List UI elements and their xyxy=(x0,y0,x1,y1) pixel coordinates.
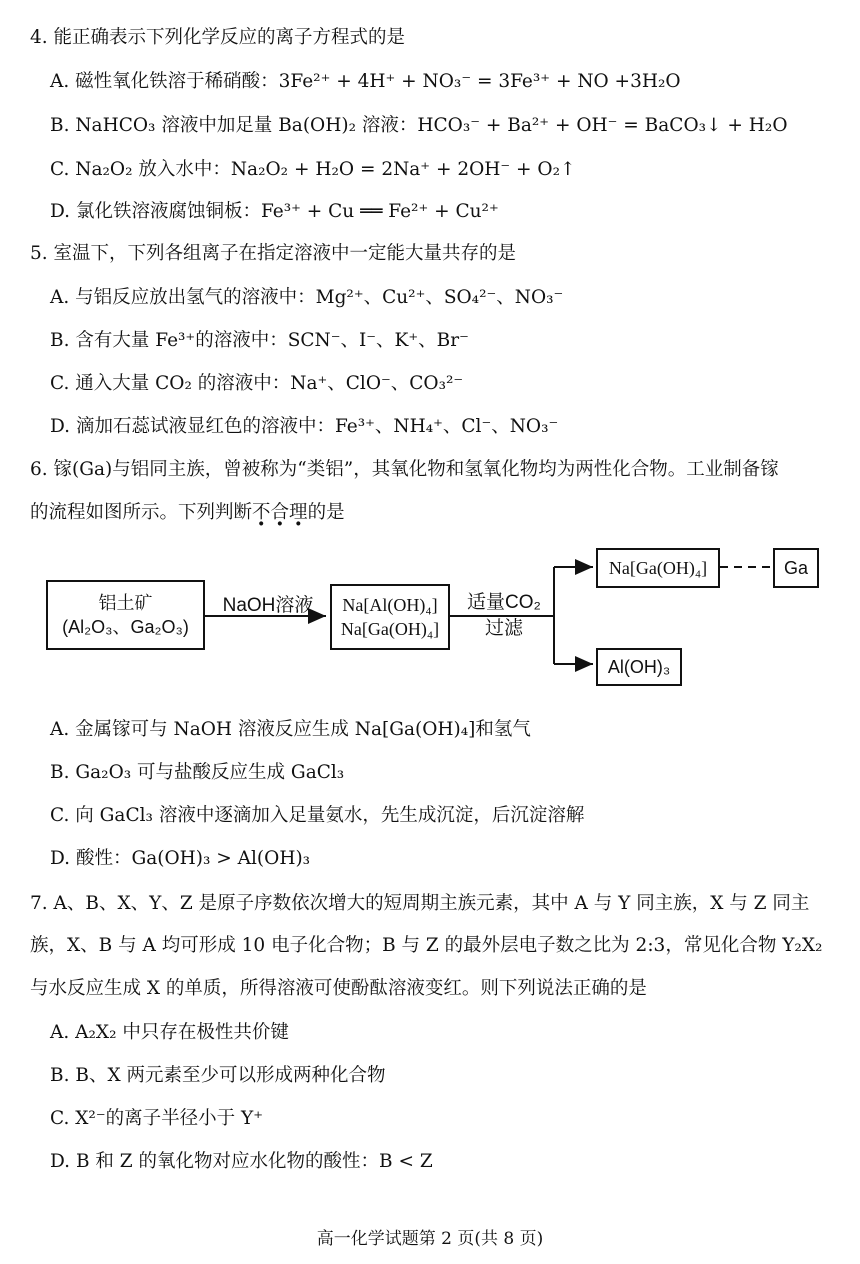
q6-option-c xyxy=(50,803,584,829)
co2-label-line2: 过滤 xyxy=(484,618,523,639)
q7-option-a xyxy=(50,1020,289,1046)
q4-option-c xyxy=(50,157,576,183)
option-text: B 和 Z 的氧化物对应水化物的酸性：B < Z xyxy=(75,1151,433,1172)
emphasis-char: 理 xyxy=(289,502,308,523)
bauxite-box xyxy=(46,580,205,650)
option-label: D. xyxy=(50,1151,76,1172)
aluminate-box xyxy=(330,584,450,650)
aluminum-hydroxide-box: Al(OH)₃ xyxy=(596,648,682,686)
option-text: B、X 两元素至少可以形成两种化合物 xyxy=(75,1065,386,1086)
gallium-process-flowchart xyxy=(36,540,820,690)
q5-option-d xyxy=(50,414,558,440)
gallium-box: Ga xyxy=(773,548,819,588)
option-label: D. xyxy=(50,201,76,222)
emphasis-char: 合 xyxy=(270,502,290,523)
page-footer: 高一化学试题第 2 页(共 8 页) xyxy=(316,1229,544,1249)
option-text: X²⁻的离子半径小于 Y⁺ xyxy=(75,1108,263,1129)
option-label: C. xyxy=(50,1108,76,1129)
q7-stem-line2: 族，X、B 与 A 均可形成 10 电子化合物；B 与 Z 的最外层电子数之比为 2:3，常见化合物 Y₂X₂ xyxy=(30,935,823,956)
option-label: C. xyxy=(50,159,76,180)
co2-label xyxy=(454,590,554,642)
option-text: Na₂O₂ 放入水中：Na₂O₂ + H₂O = 2Na⁺ + 2OH⁻ + O₂↑ xyxy=(75,159,576,180)
q6-option-a xyxy=(50,717,531,743)
q5-option-c xyxy=(50,371,463,397)
q6-option-b xyxy=(50,760,344,786)
q7-option-b xyxy=(50,1063,386,1089)
option-label: A. xyxy=(50,71,76,92)
option-label: A. xyxy=(50,287,76,308)
gallate-box: Na[Ga(OH)₄] xyxy=(596,548,720,588)
q6-stem-line1: 6. 镓(Ga)与铝同主族，曾被称为“类铝”，其氧化物和氢氧化物均为两性化合物。工业制备镓 xyxy=(30,459,779,480)
q4-option-a xyxy=(50,69,681,95)
bauxite-label: 铝土矿 xyxy=(98,593,153,613)
option-text: Ga₂O₃ 可与盐酸反应生成 GaCl₃ xyxy=(75,762,345,783)
option-label: C. xyxy=(50,805,76,826)
option-label: C. xyxy=(50,373,76,394)
option-label: D. xyxy=(50,848,76,869)
option-label: A. xyxy=(50,1022,76,1043)
q5-stem: 5. 室温下，下列各组离子在指定溶液中一定能大量共存的是 xyxy=(30,243,517,264)
q7-option-d xyxy=(50,1149,433,1175)
option-label: B. xyxy=(50,330,76,351)
option-text: 含有大量 Fe³⁺的溶液中：SCN⁻、I⁻、K⁺、Br⁻ xyxy=(75,330,469,351)
option-text: 通入大量 CO₂ 的溶液中：Na⁺、ClO⁻、CO₃²⁻ xyxy=(75,373,464,394)
option-text: A₂X₂ 中只存在极性共价键 xyxy=(75,1022,289,1043)
option-label: B. xyxy=(50,1065,76,1086)
stem-text: 的是 xyxy=(307,502,345,523)
option-label: A. xyxy=(50,719,76,740)
emphasis-char: 不 xyxy=(252,502,271,523)
aluminate-line1: Na[Al(OH)₄] xyxy=(342,595,438,615)
q4-stem: 4. 能正确表示下列化学反应的离子方程式的是 xyxy=(30,27,406,48)
q6-stem-line2 xyxy=(30,500,345,526)
option-label: B. xyxy=(50,115,76,136)
q6-option-d xyxy=(50,846,310,872)
option-text: 滴加石蕊试液显红色的溶液中：Fe³⁺、NH₄⁺、Cl⁻、NO₃⁻ xyxy=(75,416,559,437)
option-label: B. xyxy=(50,762,76,783)
q5-option-b xyxy=(50,328,469,354)
option-text: 金属镓可与 NaOH 溶液反应生成 Na[Ga(OH)₄]和氢气 xyxy=(75,719,531,740)
q7-stem-line1: 7. A、B、X、Y、Z 是原子序数依次增大的短周期主族元素，其中 A 与 Y 同主族，X 与 Z 同主 xyxy=(30,893,810,914)
co2-label-line1: 适量CO₂ xyxy=(467,592,541,613)
q7-stem-line3: 与水反应生成 X 的单质，所得溶液可使酚酞溶液变红。则下列说法正确的是 xyxy=(30,978,647,999)
q4-option-b xyxy=(50,113,788,139)
option-text: 氯化铁溶液腐蚀铜板：Fe³⁺ + Cu ══ Fe²⁺ + Cu²⁺ xyxy=(75,201,499,222)
option-text: 磁性氧化铁溶于稀硝酸：3Fe²⁺ + 4H⁺ + NO₃⁻ = 3Fe³⁺ + NO +3H₂O xyxy=(75,71,681,92)
bauxite-composition: (Al₂O₃、Ga₂O₃) xyxy=(62,617,189,637)
aluminate-line2: Na[Ga(OH)₄] xyxy=(340,619,440,639)
naoh-label: NaOH溶液 xyxy=(222,595,314,616)
option-text: 酸性：Ga(OH)₃ > Al(OH)₃ xyxy=(75,848,311,869)
stem-text: 的流程如图所示。下列判断 xyxy=(30,502,253,523)
option-text: 与铝反应放出氢气的溶液中：Mg²⁺、Cu²⁺、SO₄²⁻、NO₃⁻ xyxy=(75,287,564,308)
option-label: D. xyxy=(50,416,76,437)
option-text: NaHCO₃ 溶液中加足量 Ba(OH)₂ 溶液：HCO₃⁻ + Ba²⁺ + OH⁻ = BaCO₃↓ + H₂O xyxy=(75,115,788,136)
q5-option-a xyxy=(50,285,563,311)
q7-option-c xyxy=(50,1106,263,1132)
option-text: 向 GaCl₃ 溶液中逐滴加入足量氨水，先生成沉淀，后沉淀溶解 xyxy=(75,805,585,826)
q4-option-d xyxy=(50,199,499,225)
